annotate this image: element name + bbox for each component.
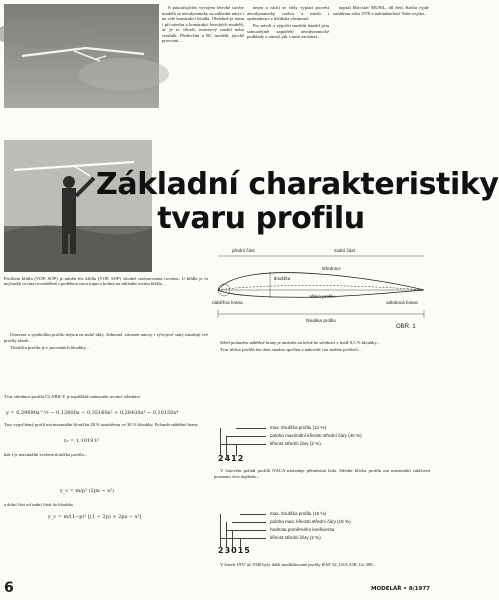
airfoil-label-rear: zadní část <box>334 248 355 253</box>
right-body-paragraph: V časovém pořadí profilů NACA následuje pětimístná řada. Střední křivka profilu má maximální zakřivení posunuto více dopředu... <box>214 468 430 479</box>
formula-text-3: a dolní část od zadní části do hloubky <box>4 502 74 507</box>
intro-column-3 <box>333 5 429 155</box>
formula-camberline: y = 0,29690x^½ − 0,12600x − 0,35160x² + 0,28430x³ − 0,10150x⁴ <box>6 410 179 416</box>
naca-note: poloha maximální křivosti střední čáry (40 %) <box>270 433 362 438</box>
article-title-line-1: Základní charakteristiky <box>96 167 499 202</box>
article-title <box>96 167 499 244</box>
naca-note: poloha max. křivosti střední čáry (15 %) <box>270 519 351 524</box>
left-body-paragraph: Omezení a symboliku profilu nejsou na nulté úhly. Jednotné, závazné autory i vývojové státy označují své profily různě... <box>4 332 208 343</box>
right-body-paragraph: Tvar těchto profilů lze dnes snadno spočítat a nakreslit i na malém počítači... <box>220 347 362 352</box>
formula-radius: r₀ = 1,1019 t² <box>64 438 99 444</box>
formula-rear-camber: y_c = m/(1−p)² [(1 − 2p) + 2px − x²] <box>48 514 142 520</box>
formula-text-2: kde t je maximální zvolená tloušťka profilu... <box>4 452 88 457</box>
photo-caption: Profilem křídla (VOP, SOP) je míněn řez křídla (VOP, SOP) vhodně orientovanou rovinou. U křídla je to nejčastěji rovina rovnoběžná s podélnou osou trupu a kolmá na základní rovinu křídla... <box>4 276 208 287</box>
intro-column-2 <box>247 5 329 155</box>
naca-note: max. tloušťka profilu (12 %) <box>270 425 327 430</box>
naca-code: 2412 <box>218 454 245 463</box>
airfoil-label-trailing-edge: odtoková hrana <box>386 300 418 305</box>
naca-note: max. tloušťka profilu (15 %) <box>270 511 327 516</box>
airfoil-diagram <box>210 244 432 336</box>
intro-col2-paragraph: Pro návrh a výpočet modelů letadel jsou samozřejmě zapotřebí aerodynamické podklady a návod, jak s nimi zacházet... <box>247 23 329 39</box>
right-body-paragraph: V letech 1937 až 1940 byly další modifikované profily RAF 32, USA 35B, Gö 398... <box>220 562 376 567</box>
naca-note: hodnota poměrného koeficientu <box>270 527 335 532</box>
left-formula-intro: Tvar střednice profilu CLARK-Y je například znázorněn rovnicí střednice <box>4 394 141 399</box>
naca-note: křivost střední čáry (2 %) <box>270 441 321 446</box>
intro-column-1 <box>162 5 244 69</box>
intro-col3-paragraph: napsal Miroslav MUSIL, díl třetí, Kniha vyjde začátkem roku 1978 v nakladatelství Naše vojsko... <box>333 5 429 16</box>
formula-text-1: Tato vypočítaný profil má maximální tloušťku 28 % umístěnou ve 30 % hloubky. Poloměr náběžné hrany <box>4 422 198 427</box>
left-body-column <box>4 332 208 392</box>
article-title-line-2: tvaru profilu <box>157 201 365 236</box>
intro-col1-paragraph: S pokračujícím vývojem letecké stavby modelů se aerodynamiky na základní nárys i na celé konstrukci letadla. Obdobně je tomu i při návrhu a konstrukci leteckých modelů, ať je to větroň, motorový model nebo vrtulník. Předevšim u RC modelů, jejichž provozní... <box>162 5 244 43</box>
airfoil-label-front: přední část <box>232 248 255 253</box>
right-body-column <box>214 340 430 420</box>
page-number: 6 <box>4 580 14 596</box>
right-body-paragraph: Střed poloměru náběžné hrany je umístěn na tečně ke střednici v bodě 0,5 % hloubky... <box>220 340 380 345</box>
magazine-footer: MODELÁŘ • 8/1977 <box>371 586 430 592</box>
naca-note: křivost střední čáry (2 %) <box>270 535 321 540</box>
intro-col2-paragraph: nejen u nich) se vždy vyplatí provést aerodynamický rozbor a návrh i optimalizaci z hlediska vlastností. <box>247 5 329 21</box>
right-body-column-3 <box>214 562 430 580</box>
airfoil-label-thickness: tloušťka <box>274 276 291 281</box>
naca-code: 23015 <box>218 546 251 555</box>
airfoil-label-depth: hloubka profilu <box>306 318 336 323</box>
naca-five-digit-breakdown <box>216 510 432 560</box>
left-body-paragraph: Tloušťka profilu je v procentech hloubky... <box>10 344 89 350</box>
glider-flight-image <box>4 4 159 108</box>
glider-flight-photo <box>4 4 159 108</box>
naca-four-digit-breakdown <box>216 424 432 464</box>
airfoil-label-camberline: střednice <box>322 266 341 271</box>
right-body-column-2 <box>214 468 430 508</box>
airfoil-label-leading-edge: náběžná hrana <box>212 300 243 305</box>
airfoil-label-chord: tětiva profilu <box>310 294 335 299</box>
figure-label: OBR. 1 <box>396 324 416 330</box>
formula-front-camber: y_c = m/p² (2px − x²) <box>60 488 115 494</box>
